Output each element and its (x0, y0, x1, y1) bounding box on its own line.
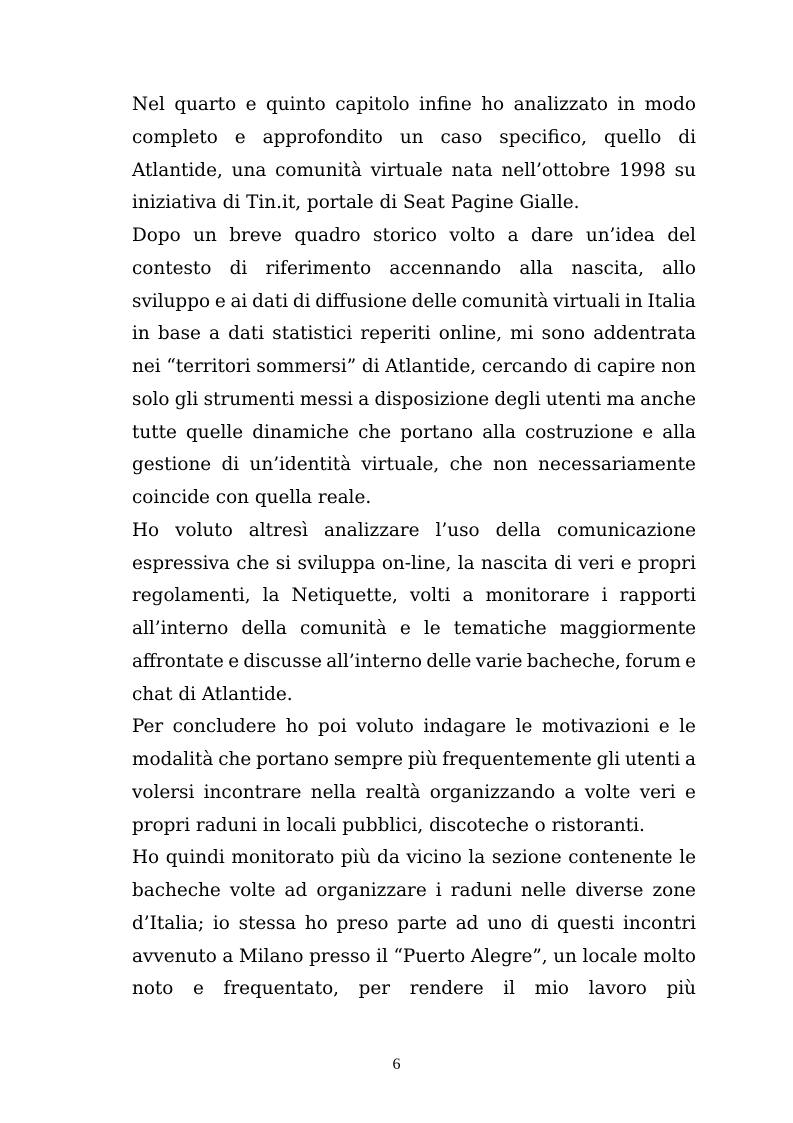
text-line: contesto di riferimento accennando alla nascita, allo (132, 257, 696, 279)
text-line: propri raduni in locali pubblici, discoteche o ristoranti. (132, 814, 645, 836)
text-line: Dopo un breve quadro storico volto a dare un’idea del (132, 225, 696, 246)
body-text (132, 89, 696, 1006)
text-line: nei “territori sommersi” di Atlantide, cercando di capire non (132, 356, 696, 377)
text-line: affrontate e discusse all’interno delle varie bacheche, forum e (132, 650, 696, 672)
text-line: Ho quindi monitorato più da vicino la sezione contenente le (132, 847, 696, 869)
text-line: Atlantide, una comunità virtuale nata nell’ottobre 1998 su (132, 159, 696, 181)
text-line: Per concludere ho poi voluto indagare le motivazioni e le (132, 716, 696, 738)
text-line: sviluppo e ai dati di diffusione delle comunità virtuali in Italia (132, 290, 696, 312)
text-line: iniziativa di Tin.it, portale di Seat Pagine Gialle. (132, 192, 580, 214)
text-line: gestione di un’identità virtuale, che non necessariamente (132, 454, 696, 476)
text-line: completo e approfondito un caso specifico, quello di (132, 126, 696, 148)
text-line: tutte quelle dinamiche che portano alla costruzione e alla (132, 421, 696, 443)
text-line: espressiva che si sviluppa on-line, la nascita di veri e propri (132, 552, 696, 574)
text-line: coincide con quella reale. (132, 487, 372, 508)
text-line: avvenuto a Milano presso il “Puerto Alegre”, un locale molto (132, 945, 696, 967)
text-line: regolamenti, la Netiquette, volti a monitorare i rapporti (132, 585, 696, 607)
text-line: solo gli strumenti messi a disposizione degli utenti ma anche (132, 388, 696, 410)
text-line: bacheche volte ad organizzare i raduni nelle diverse zone (132, 880, 696, 901)
text-line: all’interno della comunità e le tematiche maggiormente (132, 618, 696, 639)
text-line: Nel quarto e quinto capitolo infine ho analizzato in modo (132, 94, 696, 115)
text-line: noto e frequentato, per rendere il mio lavoro più (132, 978, 696, 1000)
text-line: Ho voluto altresì analizzare l’uso della comunicazione (132, 519, 696, 541)
text-line: volersi incontrare nella realtà organizzando a volte veri e (132, 781, 696, 803)
text-line: in base a dati statistici reperiti online, mi sono addentrata (132, 323, 696, 345)
text-line: d’Italia; io stessa ho preso parte ad uno di questi incontri (132, 912, 696, 934)
text-line: modalità che portano sempre più frequentemente gli utenti a (132, 749, 696, 770)
text-line: chat di Atlantide. (132, 683, 293, 705)
page-number: 6 (392, 1056, 401, 1073)
